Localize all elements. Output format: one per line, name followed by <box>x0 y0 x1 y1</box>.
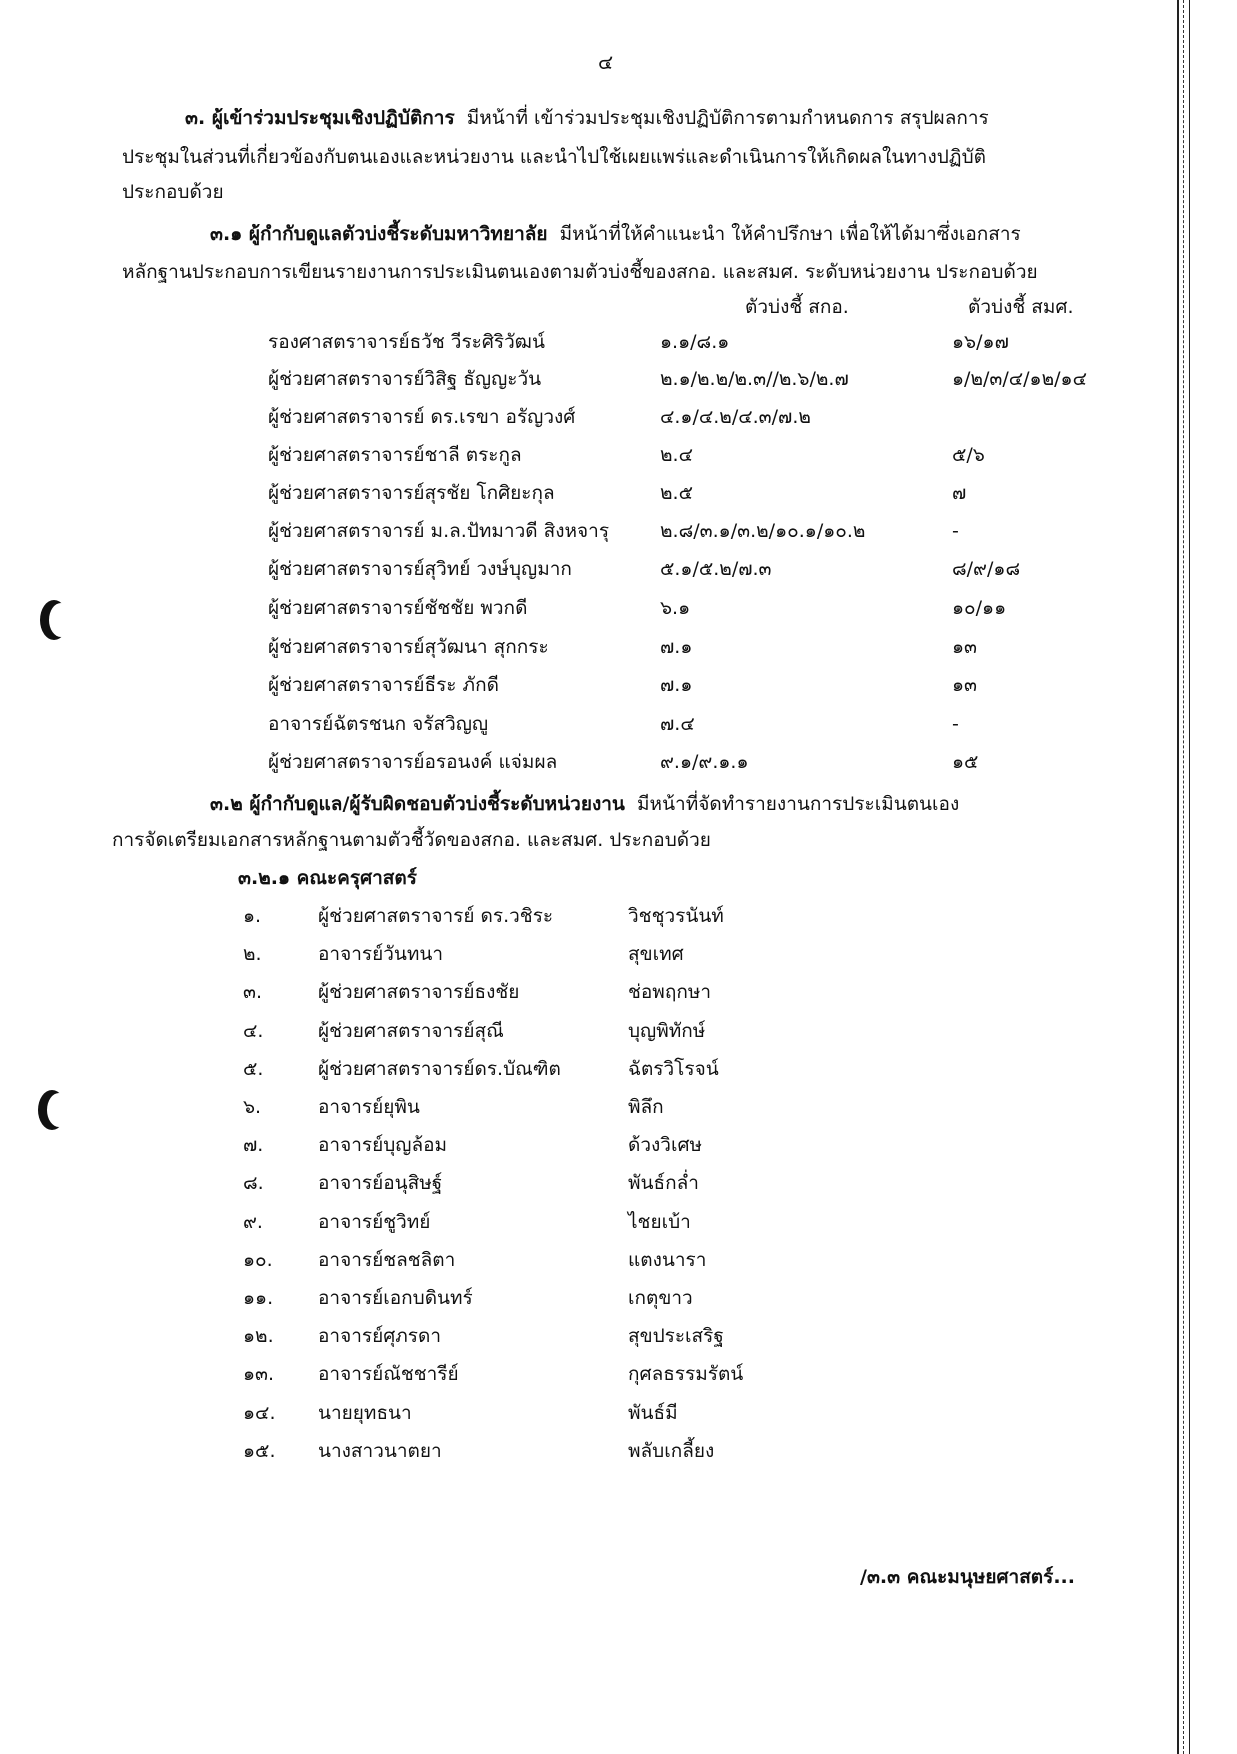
section3-heading: ๓. ผู้เข้าร่วมประชุมเชิงปฏิบัติการ <box>185 107 455 129</box>
member-name: อาจารย์ณัชชารีย์ <box>318 1363 459 1385</box>
member-number: ๑๐. <box>243 1249 273 1271</box>
advisor-smsh-indicator: - <box>952 520 959 542</box>
member-number: ๑๑. <box>243 1287 274 1309</box>
member-name: อาจารย์บุญล้อม <box>318 1134 448 1156</box>
col-header-smsh: ตัวบ่งชี้ สมศ. <box>968 296 1074 318</box>
section32-line1 <box>210 792 959 816</box>
advisor-smsh-indicator: - <box>952 713 959 735</box>
advisor-name: ผู้ช่วยศาสตราจารย์ ดร.เรขา อรัญวงศ์ <box>268 406 576 428</box>
member-surname: เกตุขาว <box>628 1287 693 1309</box>
advisor-name: ผู้ช่วยศาสตราจารย์ชัชชัย พวกดี <box>268 597 528 619</box>
advisor-smsh-indicator: ๑๓ <box>952 674 978 696</box>
member-number: ๑๕. <box>243 1440 276 1462</box>
advisor-smsh-indicator: ๑/๒/๓/๔/๑๒/๑๔ <box>952 368 1087 390</box>
advisor-smsh-indicator: ๗ <box>952 482 967 504</box>
member-surname: สุขประเสริฐ <box>628 1325 724 1347</box>
advisor-name: ผู้ช่วยศาสตราจารย์วิสิฐ ธัญญะวัน <box>268 368 542 390</box>
member-surname: บุญพิทักษ์ <box>628 1020 706 1042</box>
binding-hole <box>40 600 68 640</box>
col-header-sko: ตัวบ่งชี้ สกอ. <box>745 296 849 318</box>
member-number: ๔. <box>243 1020 264 1042</box>
scan-edge-line <box>1183 0 1184 1754</box>
advisor-sko-indicator: ๒.๕ <box>660 482 693 504</box>
member-number: ๗. <box>243 1134 264 1156</box>
advisor-sko-indicator: ๗.๑ <box>660 636 693 658</box>
member-name: ผู้ช่วยศาสตราจารย์ ดร.วชิระ <box>318 905 554 927</box>
section3-line3: ประกอบด้วย <box>122 181 224 203</box>
binding-hole <box>38 1090 66 1130</box>
member-name: อาจารย์ศุภรดา <box>318 1325 442 1347</box>
advisor-name: ผู้ช่วยศาสตราจารย์สุวัฒนา สุกกระ <box>268 636 549 658</box>
advisor-name: อาจารย์ฉัตรชนก จรัสวิญญู <box>268 713 489 735</box>
advisor-sko-indicator: ๔.๑/๔.๒/๔.๓/๗.๒ <box>660 406 811 428</box>
advisor-name: ผู้ช่วยศาสตราจารย์ธีระ ภักดี <box>268 674 499 696</box>
section31-line1 <box>210 222 1021 246</box>
member-number: ๑๒. <box>243 1325 274 1347</box>
advisor-smsh-indicator: ๑๓ <box>952 636 978 658</box>
advisor-name: ผู้ช่วยศาสตราจารย์อรอนงค์ แจ่มผล <box>268 751 558 773</box>
advisor-smsh-indicator: ๕/๖ <box>952 444 985 466</box>
advisor-smsh-indicator: ๑๐/๑๑ <box>952 597 1007 619</box>
member-surname: ฉัตรวิโรจน์ <box>628 1058 719 1080</box>
member-number: ๖. <box>243 1096 262 1118</box>
advisor-name: ผู้ช่วยศาสตราจารย์ชาลี ตระกูล <box>268 444 522 466</box>
advisor-name: รองศาสตราจารย์ธวัช วีระศิริวัฒน์ <box>268 331 545 353</box>
advisor-sko-indicator: ๖.๑ <box>660 597 691 619</box>
member-surname: วิชชุวรนันท์ <box>628 905 724 927</box>
advisor-smsh-indicator: ๘/๙/๑๘ <box>952 558 1021 580</box>
continuation-note: /๓.๓ คณะมนุษยศาสตร์... <box>860 1566 1075 1588</box>
member-name: อาจารย์ชลชลิตา <box>318 1249 456 1271</box>
member-name: อาจารย์เอกบดินทร์ <box>318 1287 473 1309</box>
member-number: ๑๔. <box>243 1402 276 1424</box>
section32-line2: การจัดเตรียมเอกสารหลักฐานตามตัวชี้วัดของสกอ. และสมศ. ประกอบด้วย <box>112 829 711 851</box>
member-name: อาจารย์อนุสิษฐ์ <box>318 1172 443 1194</box>
member-number: ๕. <box>243 1058 264 1080</box>
member-surname: พันธ์กล่ำ <box>628 1172 699 1194</box>
member-surname: พิลึก <box>628 1096 664 1118</box>
section3-line2: ประชุมในส่วนที่เกี่ยวข้องกับตนเองและหน่วยงาน และนำไปใช้เผยแพร่และดำเนินการให้เกิดผลในทางปฏิบัติ <box>122 146 986 168</box>
member-number: ๓. <box>243 981 263 1003</box>
section32-duty: มีหน้าที่จัดทำรายงานการประเมินตนเอง <box>637 793 960 815</box>
member-name: นายยุทธนา <box>318 1402 412 1424</box>
member-name: อาจารย์วันทนา <box>318 943 444 965</box>
section321-heading: ๓.๒.๑ คณะครุศาสตร์ <box>238 867 417 889</box>
advisor-sko-indicator: ๒.๔ <box>660 444 693 466</box>
member-name: อาจารย์ชูวิทย์ <box>318 1211 431 1233</box>
member-name: ผู้ช่วยศาสตราจารย์ดร.บัณฑิต <box>318 1058 561 1080</box>
advisor-name: ผู้ช่วยศาสตราจารย์ ม.ล.ปัทมาวดี สิงหจารุ <box>268 520 610 542</box>
section31-heading: ๓.๑ ผู้กำกับดูแลตัวบ่งชี้ระดับมหาวิทยาลัย <box>210 223 548 245</box>
advisor-smsh-indicator: ๑๖/๑๗ <box>952 331 1009 353</box>
section32-heading: ๓.๒ ผู้กำกับดูแล/ผู้รับผิดชอบตัวบ่งชี้ระดับหน่วยงาน <box>210 793 625 815</box>
advisor-name: ผู้ช่วยศาสตราจารย์สุวิทย์ วงษ์บุญมาก <box>268 558 572 580</box>
member-name: ผู้ช่วยศาสตราจารย์สุณี <box>318 1020 504 1042</box>
advisor-sko-indicator: ๑.๑/๘.๑ <box>660 331 730 353</box>
member-number: ๒. <box>243 943 262 965</box>
section3-line1 <box>185 106 989 130</box>
advisor-sko-indicator: ๗.๔ <box>660 713 695 735</box>
section3-duty: มีหน้าที่ เข้าร่วมประชุมเชิงปฏิบัติการตามกำหนดการ สรุปผลการ <box>466 107 989 129</box>
member-surname: สุขเทศ <box>628 943 684 965</box>
member-name: นางสาวนาตยา <box>318 1440 442 1462</box>
member-surname: พลับเกลี้ยง <box>628 1440 715 1462</box>
section31-line2: หลักฐานประกอบการเขียนรายงานการประเมินตนเองตามตัวบ่งชี้ของสกอ. และสมศ. ระดับหน่วยงาน ประกอบด้วย <box>122 261 1038 283</box>
member-surname: แตงนารา <box>628 1249 707 1271</box>
page-number: ๔ <box>598 50 614 74</box>
member-number: ๑๓. <box>243 1363 275 1385</box>
member-number: ๙. <box>243 1211 263 1233</box>
member-surname: ด้วงวิเศษ <box>628 1134 703 1156</box>
member-name: ผู้ช่วยศาสตราจารย์ธงชัย <box>318 981 520 1003</box>
member-number: ๘. <box>243 1172 264 1194</box>
scan-edge-line <box>1189 0 1190 1754</box>
member-name: อาจารย์ยุพิน <box>318 1096 420 1118</box>
advisor-sko-indicator: ๒.๑/๒.๒/๒.๓//๒.๖/๒.๗ <box>660 368 849 390</box>
advisor-sko-indicator: ๒.๘/๓.๑/๓.๒/๑๐.๑/๑๐.๒ <box>660 520 866 542</box>
advisor-sko-indicator: ๕.๑/๕.๒/๗.๓ <box>660 558 772 580</box>
member-number: ๑. <box>243 905 262 927</box>
advisor-name: ผู้ช่วยศาสตราจารย์สุรชัย โกศิยะกุล <box>268 482 555 504</box>
member-surname: ไชยเบ้า <box>628 1211 691 1233</box>
advisor-sko-indicator: ๗.๑ <box>660 674 693 696</box>
member-surname: ช่อพฤกษา <box>628 981 712 1003</box>
member-surname: พันธ์มี <box>628 1402 678 1424</box>
scan-edge-line <box>1177 0 1179 1754</box>
advisor-smsh-indicator: ๑๕ <box>952 751 979 773</box>
advisor-sko-indicator: ๙.๑/๙.๑.๑ <box>660 751 749 773</box>
member-surname: กุศลธรรมรัตน์ <box>628 1363 744 1385</box>
section31-duty: มีหน้าที่ให้คำแนะนำ ให้คำปรึกษา เพื่อให้ได้มาซึ่งเอกสาร <box>559 223 1021 245</box>
